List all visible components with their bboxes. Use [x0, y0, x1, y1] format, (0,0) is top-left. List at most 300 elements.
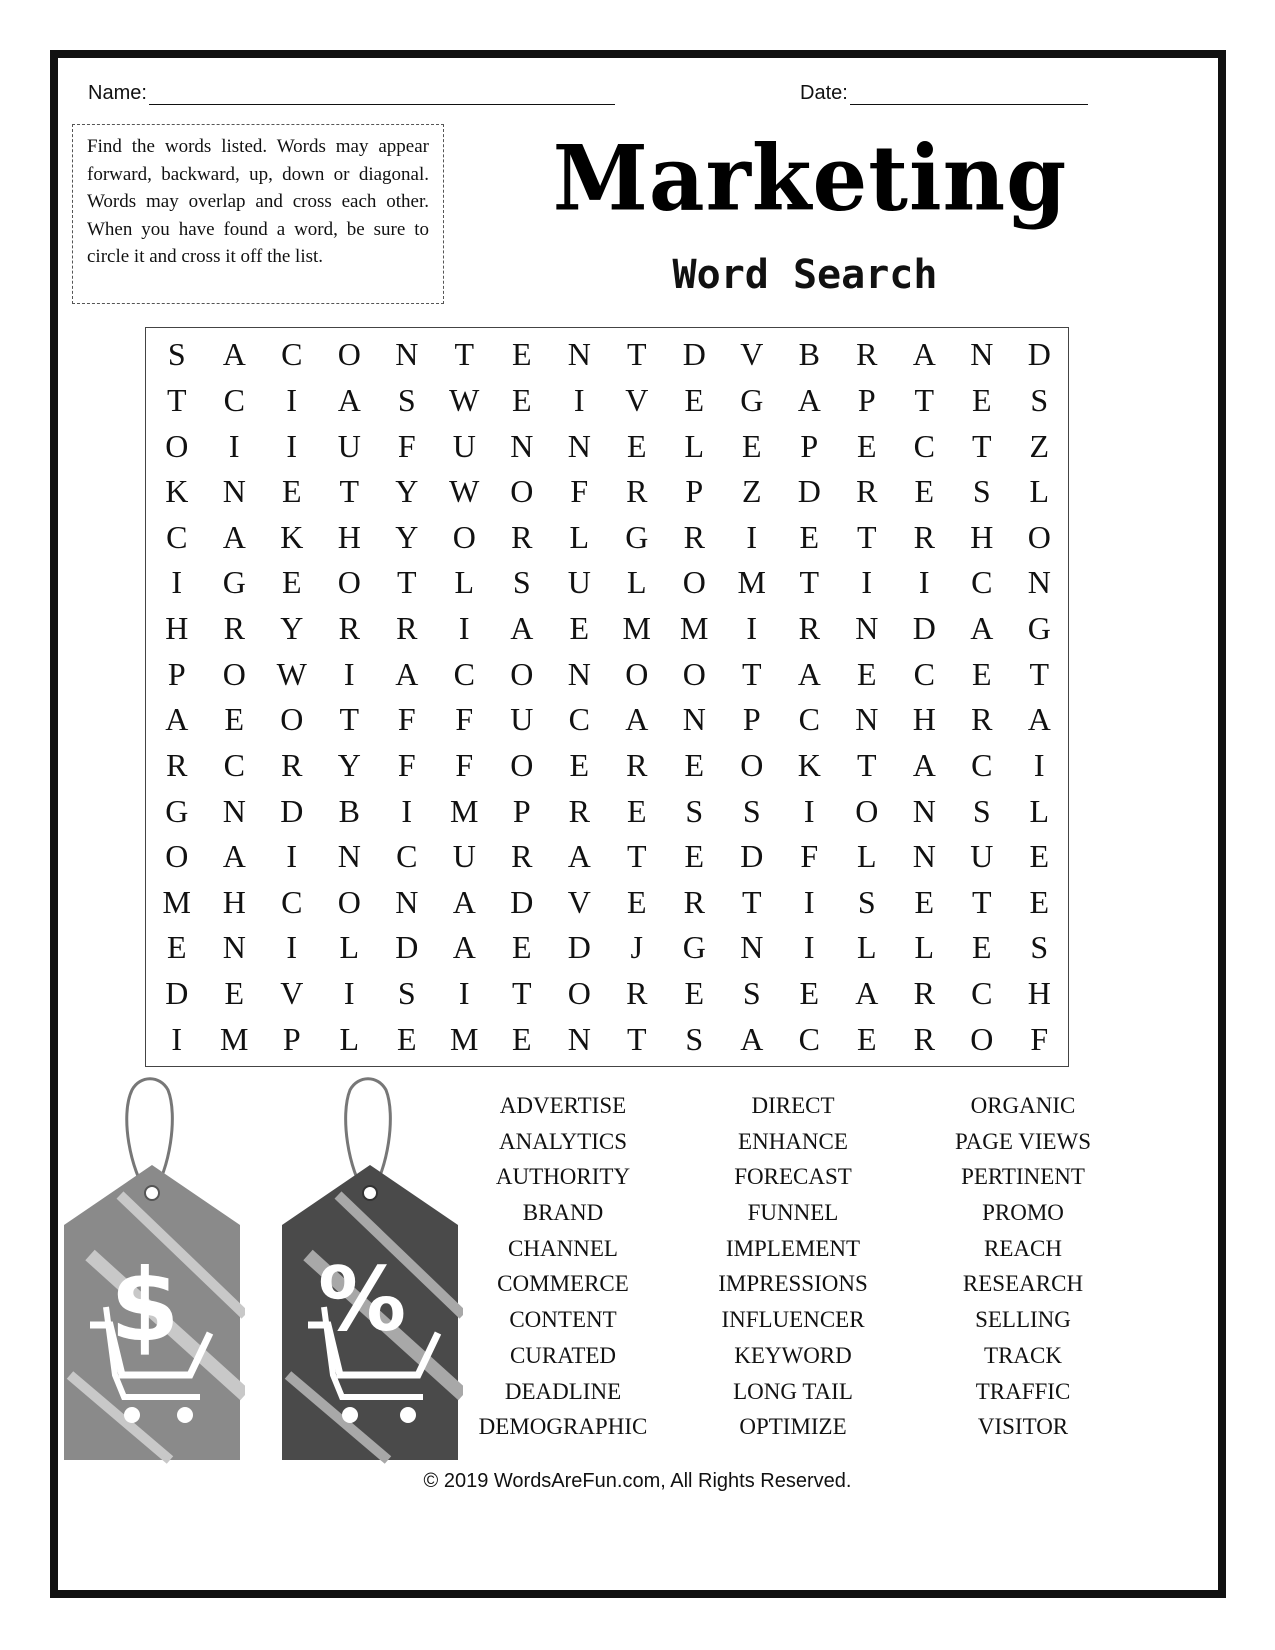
grid-letter[interactable]: E [914, 473, 935, 510]
grid-letter[interactable]: P [800, 427, 819, 464]
grid-letter[interactable]: E [511, 929, 532, 966]
grid-letter[interactable]: T [1029, 655, 1050, 692]
grid-letter[interactable]: I [746, 610, 758, 647]
grid-letter[interactable]: T [971, 883, 992, 920]
grid-letter[interactable]: N [682, 701, 706, 738]
grid-letter[interactable]: J [630, 929, 643, 966]
grid-letter[interactable]: I [171, 564, 183, 601]
grid-letter[interactable]: G [165, 792, 189, 829]
grid-letter[interactable]: D [682, 336, 706, 373]
grid-letter[interactable]: I [286, 838, 298, 875]
grid-letter[interactable]: R [568, 792, 590, 829]
grid-letter[interactable]: S [167, 336, 186, 373]
grid-letter[interactable]: T [971, 427, 992, 464]
grid-letter[interactable]: E [626, 792, 647, 829]
grid-letter[interactable]: G [1027, 610, 1051, 647]
grid-letter[interactable]: R [856, 473, 878, 510]
grid-letter[interactable]: E [511, 336, 532, 373]
grid-letter[interactable]: E [1029, 883, 1050, 920]
grid-letter[interactable]: N [337, 838, 361, 875]
grid-letter[interactable]: I [918, 564, 930, 601]
grid-letter[interactable]: N [395, 336, 419, 373]
grid-letter[interactable]: I [458, 610, 470, 647]
grid-letter[interactable]: N [912, 792, 936, 829]
grid-letter[interactable]: C [281, 883, 303, 920]
date-field[interactable] [800, 82, 1088, 105]
grid-letter[interactable]: S [972, 473, 991, 510]
grid-letter[interactable]: E [971, 381, 992, 418]
grid-letter[interactable]: R [223, 610, 245, 647]
grid-letter[interactable]: O [280, 701, 304, 738]
grid-letter[interactable]: S [512, 564, 531, 601]
grid-letter[interactable]: U [337, 427, 361, 464]
grid-letter[interactable]: L [1029, 792, 1050, 829]
grid-letter[interactable]: O [510, 473, 534, 510]
grid-letter[interactable]: R [913, 975, 935, 1012]
word-list-item[interactable]: FORECAST [734, 1164, 852, 1190]
grid-letter[interactable]: K [165, 473, 189, 510]
grid-letter[interactable]: E [166, 929, 187, 966]
grid-letter[interactable]: C [396, 838, 418, 875]
word-list-item[interactable]: PAGE VIEWS [954, 1128, 1092, 1154]
grid-letter[interactable]: B [338, 792, 360, 829]
grid-letter[interactable]: E [741, 427, 762, 464]
grid-letter[interactable]: H [970, 518, 994, 555]
word-list-item[interactable]: ANALYTICS [498, 1128, 628, 1154]
grid-letter[interactable]: O [510, 655, 534, 692]
grid-letter[interactable]: C [971, 564, 993, 601]
grid-letter[interactable]: L [856, 929, 877, 966]
grid-letter[interactable]: Y [280, 610, 304, 647]
grid-letter[interactable]: A [395, 655, 419, 692]
grid-letter[interactable]: K [797, 746, 821, 783]
grid-letter[interactable]: P [857, 381, 876, 418]
grid-letter[interactable]: O [970, 1020, 994, 1057]
grid-letter[interactable]: L [914, 929, 935, 966]
grid-letter[interactable]: I [401, 792, 413, 829]
word-list-item[interactable]: DEADLINE [504, 1378, 622, 1404]
word-list-item[interactable]: ENHANCE [738, 1128, 848, 1154]
word-list-item[interactable]: CURATED [509, 1342, 617, 1368]
grid-letter[interactable]: G [222, 564, 246, 601]
grid-letter[interactable]: S [742, 792, 761, 829]
grid-letter[interactable]: R [511, 518, 533, 555]
grid-letter[interactable]: E [1029, 838, 1050, 875]
grid-letter[interactable]: F [397, 427, 416, 464]
grid-letter[interactable]: O [222, 655, 246, 692]
grid-letter[interactable]: H [1027, 975, 1051, 1012]
grid-letter[interactable]: D [797, 473, 821, 510]
date-line[interactable] [850, 86, 1088, 105]
grid-letter[interactable]: P [512, 792, 531, 829]
grid-letter[interactable]: A [740, 1020, 764, 1057]
grid-letter[interactable]: T [626, 1020, 647, 1057]
grid-letter[interactable]: B [798, 336, 820, 373]
grid-letter[interactable]: A [222, 336, 246, 373]
word-list-item[interactable]: ADVERTISE [499, 1093, 627, 1118]
grid-letter[interactable]: R [338, 610, 360, 647]
grid-letter[interactable]: O [740, 746, 764, 783]
grid-letter[interactable]: I [573, 381, 585, 418]
grid-letter[interactable]: M [737, 564, 766, 601]
grid-letter[interactable]: O [337, 336, 361, 373]
grid-letter[interactable]: F [397, 746, 416, 783]
grid-letter[interactable]: E [626, 427, 647, 464]
grid-letter[interactable]: H [912, 701, 936, 738]
page-title: Marketing [552, 125, 1068, 232]
grid-letter[interactable]: A [855, 975, 879, 1012]
grid-letter[interactable]: I [803, 792, 815, 829]
grid-letter[interactable]: C [913, 655, 935, 692]
grid-letter[interactable]: L [339, 929, 360, 966]
grid-letter[interactable]: C [223, 381, 245, 418]
grid-letter[interactable]: D [1027, 336, 1051, 373]
grid-letter[interactable]: Y [337, 746, 361, 783]
grid-letter[interactable]: E [569, 746, 590, 783]
word-list-item[interactable]: AUTHORITY [495, 1164, 631, 1190]
grid-letter[interactable]: N [510, 427, 534, 464]
grid-letter[interactable]: D [165, 975, 189, 1012]
grid-letter[interactable]: A [165, 701, 189, 738]
grid-letter[interactable]: O [165, 838, 189, 875]
page-subtitle: Word Search [672, 252, 938, 298]
grid-letter[interactable]: N [567, 1020, 591, 1057]
word-list [448, 1088, 1138, 1445]
grid-letter[interactable]: I [861, 564, 873, 601]
grid-letter[interactable]: R [913, 1020, 935, 1057]
word-list-item[interactable]: INFLUENCER [721, 1307, 865, 1333]
grid-letter[interactable]: C [223, 746, 245, 783]
grid-letter[interactable]: E [971, 929, 992, 966]
grid-letter[interactable]: O [452, 518, 476, 555]
grid-letter[interactable]: N [970, 336, 994, 373]
grid-letter[interactable]: D [567, 929, 591, 966]
grid-letter[interactable]: C [798, 1020, 820, 1057]
grid-letter[interactable]: I [803, 929, 815, 966]
grid-letter[interactable]: V [280, 975, 304, 1012]
grid-letter[interactable]: E [684, 975, 705, 1012]
grid-letter[interactable]: O [1027, 518, 1051, 555]
grid-letter[interactable]: O [337, 564, 361, 601]
grid-letter[interactable]: O [625, 655, 649, 692]
grid-letter[interactable]: G [682, 929, 706, 966]
grid-letter[interactable]: G [740, 381, 764, 418]
grid-letter[interactable]: R [626, 746, 648, 783]
grid-letter[interactable]: C [798, 701, 820, 738]
grid-letter[interactable]: T [626, 838, 647, 875]
grid-letter[interactable]: M [450, 792, 479, 829]
grid-letter[interactable]: O [165, 427, 189, 464]
grid-letter[interactable]: O [855, 792, 879, 829]
grid-letter[interactable]: E [914, 883, 935, 920]
grid-letter[interactable]: C [453, 655, 475, 692]
word-list-item[interactable]: TRACK [984, 1342, 1062, 1368]
grid-letter[interactable]: E [799, 518, 820, 555]
grid-letter[interactable]: E [511, 1020, 532, 1057]
word-list-item[interactable]: CONTENT [509, 1307, 617, 1333]
grid-letter[interactable]: T [856, 746, 877, 783]
grid-letter[interactable]: D [395, 929, 419, 966]
grid-letter[interactable]: A [912, 336, 936, 373]
grid-letter[interactable]: A [797, 655, 821, 692]
grid-letter[interactable]: P [282, 1020, 301, 1057]
grid-letter[interactable]: Y [395, 518, 419, 555]
grid-letter[interactable]: E [281, 473, 302, 510]
grid-letter[interactable]: N [567, 655, 591, 692]
grid-letter[interactable]: H [337, 518, 361, 555]
word-list-item[interactable]: LONG TAIL [733, 1378, 853, 1404]
grid-letter[interactable]: E [396, 1020, 417, 1057]
grid-letter[interactable]: S [742, 975, 761, 1012]
grid-letter[interactable]: N [912, 838, 936, 875]
grid-letter[interactable]: F [455, 746, 474, 783]
grid-letter[interactable]: T [741, 655, 762, 692]
grid-letter[interactable]: O [510, 746, 534, 783]
word-list-item[interactable]: COMMERCE [497, 1271, 629, 1297]
grid-letter[interactable]: E [281, 564, 302, 601]
grid-letter[interactable]: S [397, 975, 416, 1012]
grid-letter[interactable]: I [803, 883, 815, 920]
grid-letter[interactable]: A [970, 610, 994, 647]
name-field[interactable] [88, 82, 615, 105]
grid-letter[interactable]: N [395, 883, 419, 920]
grid-letter[interactable]: C [568, 701, 590, 738]
grid-letter[interactable]: R [683, 883, 705, 920]
grid-letter[interactable]: E [569, 610, 590, 647]
word-list-item[interactable]: OPTIMIZE [739, 1414, 847, 1440]
percent-symbol: % [318, 1248, 407, 1351]
percent-tag-icon [278, 1075, 463, 1465]
grid-letter[interactable]: E [684, 746, 705, 783]
grid-letter[interactable]: E [511, 381, 532, 418]
grid-letter[interactable]: R [626, 473, 648, 510]
grid-letter[interactable]: I [343, 975, 355, 1012]
grid-letter[interactable]: O [682, 564, 706, 601]
grid-letter[interactable]: A [452, 883, 476, 920]
grid-letter[interactable]: R [166, 746, 188, 783]
grid-letter[interactable]: A [625, 701, 649, 738]
word-list-item[interactable]: CHANNEL [508, 1235, 618, 1261]
grid-letter[interactable]: O [567, 975, 591, 1012]
grid-letter[interactable]: F [1030, 1020, 1049, 1057]
grid-letter[interactable]: R [913, 518, 935, 555]
grid-letter[interactable]: L [569, 518, 590, 555]
grid-letter[interactable]: V [740, 336, 764, 373]
grid-letter[interactable]: A [452, 929, 476, 966]
grid-letter[interactable]: T [166, 381, 187, 418]
grid-letter[interactable]: L [626, 564, 647, 601]
grid-letter[interactable]: C [971, 975, 993, 1012]
grid-letter[interactable]: S [685, 1020, 704, 1057]
word-list-item[interactable]: VISITOR [977, 1414, 1069, 1440]
grid-letter[interactable]: A [567, 838, 591, 875]
grid-letter[interactable]: N [855, 610, 879, 647]
grid-letter[interactable]: T [914, 381, 935, 418]
word-list-item[interactable]: DEMOGRAPHIC [478, 1414, 648, 1440]
word-list-item[interactable]: KEYWORD [734, 1342, 852, 1368]
grid-letter[interactable]: M [680, 610, 709, 647]
grid-letter[interactable]: E [856, 655, 877, 692]
grid-letter[interactable]: L [684, 427, 705, 464]
grid-letter[interactable]: U [970, 838, 994, 875]
grid-letter[interactable]: S [685, 792, 704, 829]
grid-letter[interactable]: T [626, 336, 647, 373]
grid-letter[interactable]: N [567, 336, 591, 373]
grid-letter[interactable]: O [682, 655, 706, 692]
grid-letter[interactable]: C [281, 336, 303, 373]
grid-letter[interactable]: S [1030, 929, 1049, 966]
grid-letter[interactable]: R [798, 610, 820, 647]
grid-letter[interactable]: N [222, 473, 246, 510]
grid-letter[interactable]: F [570, 473, 589, 510]
grid-letter[interactable]: M [162, 883, 191, 920]
grid-letter[interactable]: A [222, 838, 246, 875]
grid-letter[interactable]: L [1029, 473, 1050, 510]
word-list-item[interactable]: FUNNEL [747, 1200, 839, 1226]
grid-letter[interactable]: E [684, 381, 705, 418]
grid-letter[interactable]: W [276, 655, 307, 692]
grid-letter[interactable]: I [746, 518, 758, 555]
grid-letter[interactable]: R [281, 746, 303, 783]
grid-letter[interactable]: L [454, 564, 475, 601]
word-list-column-3 [908, 1088, 1138, 1445]
grid-letter[interactable]: R [683, 518, 705, 555]
grid-letter[interactable]: C [166, 518, 188, 555]
name-line[interactable] [149, 86, 615, 105]
grid-letter[interactable]: T [856, 518, 877, 555]
word-list-item[interactable]: IMPLEMENT [725, 1235, 861, 1261]
grid-letter[interactable]: E [684, 838, 705, 875]
grid-letter[interactable]: G [625, 518, 649, 555]
grid-letter[interactable]: T [741, 883, 762, 920]
grid-letter[interactable]: I [228, 427, 240, 464]
grid-letter[interactable]: F [397, 701, 416, 738]
grid-letter[interactable]: I [1033, 746, 1045, 783]
grid-letter[interactable]: P [685, 473, 704, 510]
copyright-footer: © 2019 WordsAreFun.com, All Rights Reserved. [423, 1470, 852, 1492]
grid-letter[interactable]: T [339, 473, 360, 510]
word-list-item[interactable]: DIRECT [751, 1093, 835, 1118]
grid-letter[interactable]: I [286, 381, 298, 418]
grid-letter[interactable]: E [224, 701, 245, 738]
grid-letter[interactable]: E [971, 655, 992, 692]
grid-letter[interactable]: D [912, 610, 936, 647]
grid-letter[interactable]: E [626, 883, 647, 920]
grid-letter[interactable]: F [455, 701, 474, 738]
grid-letter[interactable]: D [280, 792, 304, 829]
grid-letter[interactable]: I [286, 427, 298, 464]
grid-letter[interactable]: N [222, 792, 246, 829]
grid-letter[interactable]: P [742, 701, 761, 738]
grid-letter[interactable]: R [626, 975, 648, 1012]
grid-letter[interactable]: A [337, 381, 361, 418]
grid-letter[interactable]: E [799, 975, 820, 1012]
grid-letter[interactable]: K [280, 518, 304, 555]
grid-letter[interactable]: R [511, 838, 533, 875]
grid-letter[interactable]: T [511, 975, 532, 1012]
grid-letter[interactable]: L [856, 838, 877, 875]
grid-letter[interactable]: W [449, 381, 480, 418]
grid-letter[interactable]: H [165, 610, 189, 647]
grid-letter[interactable]: C [913, 427, 935, 464]
word-list-item[interactable]: RESEARCH [962, 1271, 1084, 1297]
grid-letter[interactable]: D [740, 838, 764, 875]
word-list-item[interactable]: SELLING [975, 1307, 1071, 1333]
grid-letter[interactable]: M [220, 1020, 249, 1057]
grid-letter[interactable]: R [971, 701, 993, 738]
grid-letter[interactable]: U [452, 427, 476, 464]
grid-letter[interactable]: Z [1029, 427, 1050, 464]
grid-letter[interactable]: M [450, 1020, 479, 1057]
grid-letter[interactable]: E [224, 975, 245, 1012]
grid-letter[interactable]: U [567, 564, 591, 601]
grid-letter[interactable]: T [454, 336, 475, 373]
grid-letter[interactable]: N [855, 701, 879, 738]
grid-letter[interactable]: R [856, 336, 878, 373]
grid-letter[interactable]: C [971, 746, 993, 783]
word-list-item[interactable]: PROMO [982, 1200, 1064, 1226]
grid-letter[interactable]: I [286, 929, 298, 966]
grid-letter[interactable]: S [972, 792, 991, 829]
word-list-item[interactable]: PERTINENT [961, 1164, 1085, 1190]
grid-letter[interactable]: V [625, 381, 649, 418]
grid-letter[interactable]: Y [395, 473, 419, 510]
grid-letter[interactable]: D [510, 883, 534, 920]
grid-letter[interactable]: E [856, 427, 877, 464]
grid-letter[interactable]: N [567, 427, 591, 464]
grid-letter[interactable]: I [171, 1020, 183, 1057]
grid-letter[interactable]: A [797, 381, 821, 418]
grid-letter[interactable]: T [396, 564, 417, 601]
grid-letter[interactable]: N [740, 929, 764, 966]
grid-letter[interactable]: N [1027, 564, 1051, 601]
word-list-item[interactable]: TRAFFIC [975, 1378, 1071, 1404]
grid-letter[interactable]: S [397, 381, 416, 418]
word-list-item[interactable]: ORGANIC [970, 1093, 1076, 1118]
grid-letter[interactable]: F [800, 838, 819, 875]
grid-letter[interactable]: T [799, 564, 820, 601]
grid-letter[interactable]: S [857, 883, 876, 920]
grid-letter[interactable]: N [222, 929, 246, 966]
word-list-item[interactable]: IMPRESSIONS [718, 1271, 868, 1297]
dollar-symbol: $ [110, 1247, 180, 1364]
grid-letter[interactable]: H [222, 883, 246, 920]
grid-letter[interactable]: A [1027, 701, 1051, 738]
grid-letter[interactable]: A [222, 518, 246, 555]
grid-letter[interactable]: A [510, 610, 534, 647]
grid-letter[interactable]: S [1030, 381, 1049, 418]
grid-letter[interactable]: R [396, 610, 418, 647]
word-list-column-2 [678, 1088, 908, 1445]
word-list-item[interactable]: REACH [984, 1235, 1062, 1261]
grid-letter[interactable]: Z [741, 473, 762, 510]
grid-letter[interactable]: T [339, 701, 360, 738]
grid-letter[interactable]: L [339, 1020, 360, 1057]
grid-letter[interactable]: W [449, 473, 480, 510]
grid-letter[interactable]: A [912, 746, 936, 783]
grid-letter[interactable]: I [458, 975, 470, 1012]
word-list-item[interactable]: BRAND [522, 1200, 604, 1226]
grid-letter[interactable]: U [452, 838, 476, 875]
grid-letter[interactable]: U [510, 701, 534, 738]
grid-letter[interactable]: O [337, 883, 361, 920]
grid-letter[interactable]: V [567, 883, 591, 920]
instructions-box: Find the words listed. Words may appear forward, backward, up, down or diagonal. Words may overlap and cross each other. When you have found a word, be sure to circle it and cross it off the list. [72, 124, 444, 304]
grid-letter[interactable]: I [343, 655, 355, 692]
grid-letter[interactable]: M [622, 610, 651, 647]
grid-letter[interactable]: P [167, 655, 186, 692]
grid-letter[interactable]: E [856, 1020, 877, 1057]
